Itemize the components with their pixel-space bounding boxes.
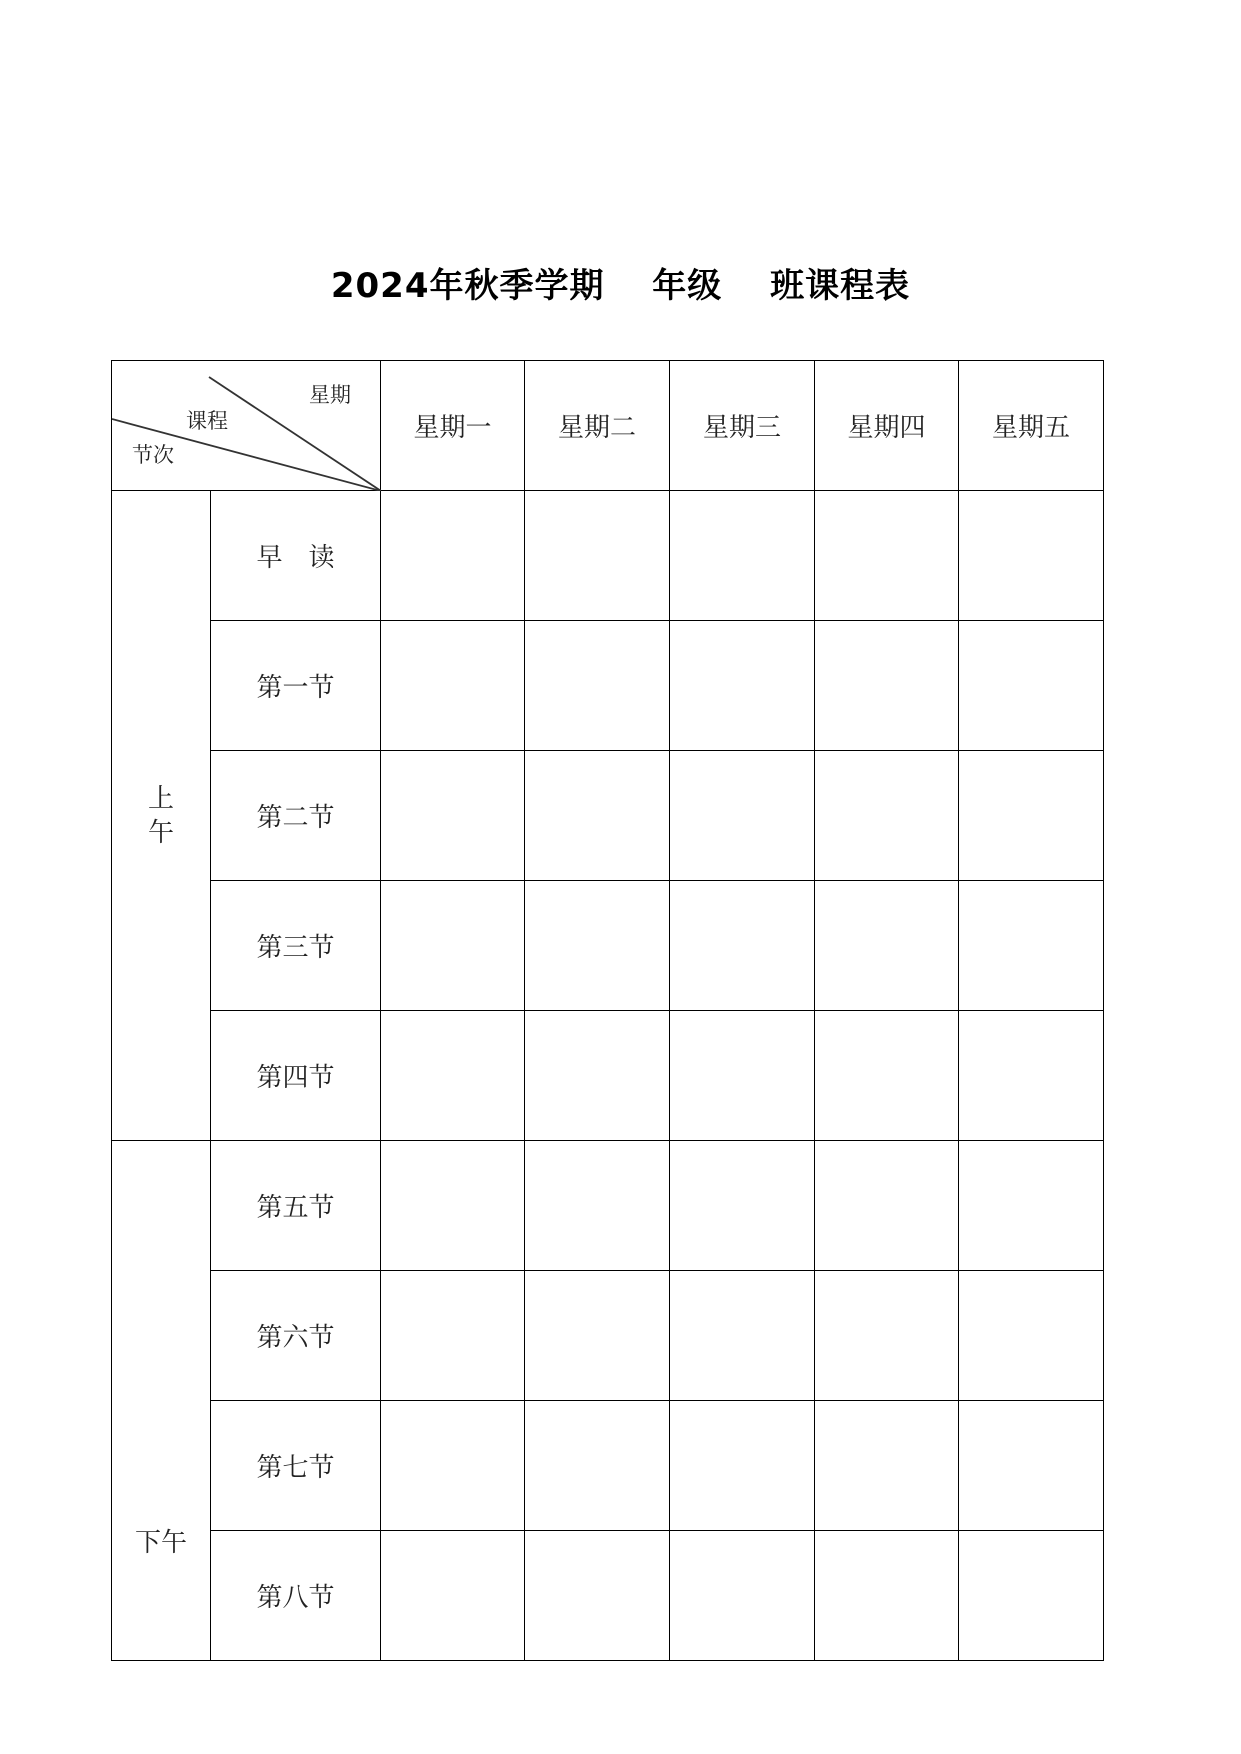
day-header-thursday: 星期四 [815,361,959,491]
table-row-period-4 [112,1011,1104,1141]
slot-cell[interactable] [381,1141,525,1271]
period-label-3: 第三节 [211,881,381,1011]
slot-cell[interactable] [525,491,670,621]
slot-cell[interactable] [670,1531,815,1661]
slot-cell[interactable] [381,881,525,1011]
day-header-monday: 星期一 [381,361,525,491]
slot-cell[interactable] [815,1141,959,1271]
slot-cell[interactable] [670,491,815,621]
day-header-tuesday: 星期二 [525,361,670,491]
slot-cell[interactable] [381,491,525,621]
corner-week-label: 星期 [309,383,351,407]
slot-cell[interactable] [670,621,815,751]
slot-cell[interactable] [959,621,1104,751]
slot-cell[interactable] [381,1271,525,1401]
table-row-period-2 [112,751,1104,881]
slot-cell[interactable] [670,1271,815,1401]
slot-cell[interactable] [525,1141,670,1271]
period-label-2: 第二节 [211,751,381,881]
slot-cell[interactable] [670,1401,815,1531]
table-row-period-1 [112,621,1104,751]
slot-cell[interactable] [525,1271,670,1401]
period-label-8: 第八节 [211,1531,381,1661]
slot-cell[interactable] [525,1531,670,1661]
afternoon-section-label [112,1141,211,1661]
morning-section-label [112,491,211,1141]
page-title: 2024年秋季学期 年级 班课程表 [330,266,911,306]
slot-cell[interactable] [815,1401,959,1531]
period-label-4: 第四节 [211,1011,381,1141]
table-row-period-5 [112,1141,1104,1271]
slot-cell[interactable] [959,751,1104,881]
slot-cell[interactable] [815,491,959,621]
afternoon-section-text: 下午 [134,1528,187,1558]
period-label-7: 第七节 [211,1401,381,1531]
period-label-1: 第一节 [211,621,381,751]
slot-cell[interactable] [381,751,525,881]
period-label-6: 第六节 [211,1271,381,1401]
slot-cell[interactable] [959,1271,1104,1401]
table-row-morning-reading [112,491,1104,621]
slot-cell[interactable] [815,621,959,751]
period-label-5: 第五节 [211,1141,381,1271]
schedule-table [111,360,1104,1661]
table-row-period-7 [112,1401,1104,1531]
day-header-friday: 星期五 [959,361,1104,491]
slot-cell[interactable] [670,1011,815,1141]
slot-cell[interactable] [959,881,1104,1011]
slot-cell[interactable] [381,1011,525,1141]
slot-cell[interactable] [381,1401,525,1531]
slot-cell[interactable] [959,491,1104,621]
period-label-morning-reading: 早 读 [211,491,381,621]
slot-cell[interactable] [815,1271,959,1401]
table-row-period-3 [112,881,1104,1011]
table-row-period-8 [112,1531,1104,1661]
header-row [112,361,1104,491]
slot-cell[interactable] [815,1011,959,1141]
morning-section-text: 上午 [147,783,174,848]
slot-cell[interactable] [670,1141,815,1271]
slot-cell[interactable] [525,881,670,1011]
corner-period-label: 节次 [132,443,174,467]
slot-cell[interactable] [525,751,670,881]
slot-cell[interactable] [959,1011,1104,1141]
slot-cell[interactable] [815,881,959,1011]
table-row-period-6 [112,1271,1104,1401]
slot-cell[interactable] [381,1531,525,1661]
slot-cell[interactable] [525,1401,670,1531]
slot-cell[interactable] [381,621,525,751]
slot-cell[interactable] [670,751,815,881]
slot-cell[interactable] [959,1531,1104,1661]
slot-cell[interactable] [525,1011,670,1141]
slot-cell[interactable] [815,1531,959,1661]
day-header-wednesday: 星期三 [670,361,815,491]
slot-cell[interactable] [815,751,959,881]
slot-cell[interactable] [959,1141,1104,1271]
slot-cell[interactable] [959,1401,1104,1531]
corner-header-cell [112,361,381,491]
slot-cell[interactable] [670,881,815,1011]
slot-cell[interactable] [525,621,670,751]
corner-course-label: 课程 [186,409,228,433]
